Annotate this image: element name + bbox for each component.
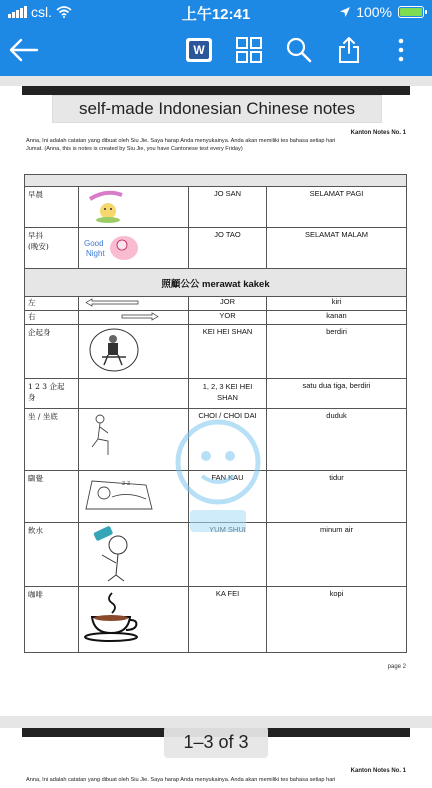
table-row — [25, 311, 407, 325]
indonesian-cell: minum air — [267, 523, 407, 587]
watermark-logo — [158, 402, 278, 552]
chinese-cell: 咖啡 — [25, 587, 79, 653]
table-row — [25, 187, 407, 228]
jyutping-cell: 1, 2, 3 KEI HEI SHAN — [189, 379, 267, 409]
jyutping-cell: FAN KAU — [189, 471, 267, 523]
location-arrow-icon — [340, 7, 350, 17]
chinese-cell: 早晨 — [25, 187, 79, 228]
toolbar — [0, 24, 432, 76]
image-cell — [79, 587, 189, 653]
clock: 上午12:41 — [181, 6, 251, 23]
document-viewer[interactable] — [0, 76, 432, 783]
more-vertical-icon — [397, 37, 405, 63]
indonesian-cell: duduk — [267, 409, 407, 471]
share-button[interactable] — [331, 32, 367, 68]
indonesian-cell: berdiri — [267, 325, 407, 379]
indonesian-cell: satu dua tiga, berdiri — [267, 379, 407, 409]
sit-down-drawing — [82, 411, 122, 463]
word-app-icon — [186, 38, 212, 62]
good-morning-sticker — [82, 189, 142, 223]
indonesian-cell: kopi — [267, 587, 407, 653]
arrow-left-drawing — [82, 298, 142, 307]
chinese-cell: 早抖 (晚安) — [25, 228, 79, 269]
sleep-drawing — [82, 473, 158, 515]
jyutping-cell: JO TAO — [189, 228, 267, 269]
intro-line-1: Anna, Ini adalah catatan yang dibuat oleh Siu Jie. Saya harap Anda menyukainya. Anda akan memiliki tes bahasa setiap hari — [26, 777, 336, 783]
section-heading-zh: 照顧公公 — [161, 278, 200, 290]
image-cell — [79, 228, 189, 269]
notes-header-label: Kanton Notes No. 1 — [350, 768, 406, 774]
indonesian-cell: kiri — [267, 297, 407, 311]
battery-percent: 100% — [356, 4, 392, 20]
battery-icon — [398, 6, 424, 18]
search-button[interactable] — [281, 32, 317, 68]
indonesian-cell: SELAMAT PAGI — [267, 187, 407, 228]
jyutping-cell: KA FEI — [189, 587, 267, 653]
table-row — [25, 587, 407, 653]
intro-line-1: Anna, Ini adalah catatan yang dibuat oleh Siu Jie. Saya harap Anda menyukainya. Anda akan memiliki tes bahasa setiap hari — [26, 138, 336, 144]
chinese-cell: 坐 / 坐底 — [25, 409, 79, 471]
status-bar — [0, 0, 432, 24]
indonesian-cell: SELAMAT MALAM — [267, 228, 407, 269]
jyutping-cell: CHOI / CHOI DAI — [189, 409, 267, 471]
share-icon — [337, 36, 361, 64]
arrow-left-icon — [9, 38, 39, 62]
carrier-label: csl. — [31, 4, 52, 20]
image-cell — [79, 311, 189, 325]
svg-text:Good: Good — [84, 239, 104, 248]
table-spacer-row — [25, 175, 407, 187]
open-in-word-button[interactable] — [181, 32, 217, 68]
image-cell — [79, 187, 189, 228]
svg-text:z z: z z — [122, 480, 131, 487]
chinese-cell: 左 — [25, 297, 79, 311]
coffee-cup-drawing — [82, 589, 146, 645]
jyutping-cell: YOR — [189, 311, 267, 325]
table-row — [25, 297, 407, 311]
drink-water-drawing — [82, 525, 142, 581]
section-heading — [25, 269, 407, 297]
indonesian-cell: tidur — [267, 471, 407, 523]
battery-fill — [400, 8, 422, 16]
document-page — [0, 86, 432, 716]
good-night-sticker — [82, 230, 142, 264]
chinese-cell: 右 — [25, 311, 79, 325]
chinese-cell: 飲水 — [25, 523, 79, 587]
svg-text:Night: Night — [86, 249, 105, 258]
status-right — [340, 4, 424, 20]
jyutping-cell: JO SAN — [189, 187, 267, 228]
section-heading-row — [25, 269, 407, 297]
more-options-button[interactable] — [383, 32, 419, 68]
image-cell — [79, 325, 189, 379]
intro-line-2: Jumat. (Anna, this is notes is created by Siu Jie, you have Cantonese test every Friday) — [26, 145, 243, 152]
chinese-cell: 企起身 — [25, 325, 79, 379]
chinese-cell: 1 2 3 企起 身 — [25, 379, 79, 409]
page-number: page 2 — [387, 664, 406, 670]
grid-view-icon — [236, 37, 262, 63]
jyutping-cell: JOR — [189, 297, 267, 311]
search-icon — [286, 37, 312, 63]
jyutping-cell: KEI HEI SHAN — [189, 325, 267, 379]
intro-text — [26, 138, 406, 153]
page-indicator: 1–3 of 3 — [164, 726, 268, 758]
table-row — [25, 325, 407, 379]
word-letter: W — [189, 41, 209, 59]
stand-up-drawing — [82, 327, 146, 373]
section-heading-id: merawat kakek — [202, 278, 270, 290]
table-row — [25, 228, 407, 269]
arrow-right-drawing — [82, 312, 162, 321]
grid-view-button[interactable] — [231, 32, 267, 68]
back-button[interactable] — [6, 32, 42, 68]
notes-header-label: Kanton Notes No. 1 — [350, 130, 406, 136]
page-header-bar — [22, 86, 410, 95]
chinese-cell: 瞓覺 — [25, 471, 79, 523]
document-title: self-made Indonesian Chinese notes — [52, 95, 382, 123]
image-cell — [79, 297, 189, 311]
indonesian-cell: kanan — [267, 311, 407, 325]
